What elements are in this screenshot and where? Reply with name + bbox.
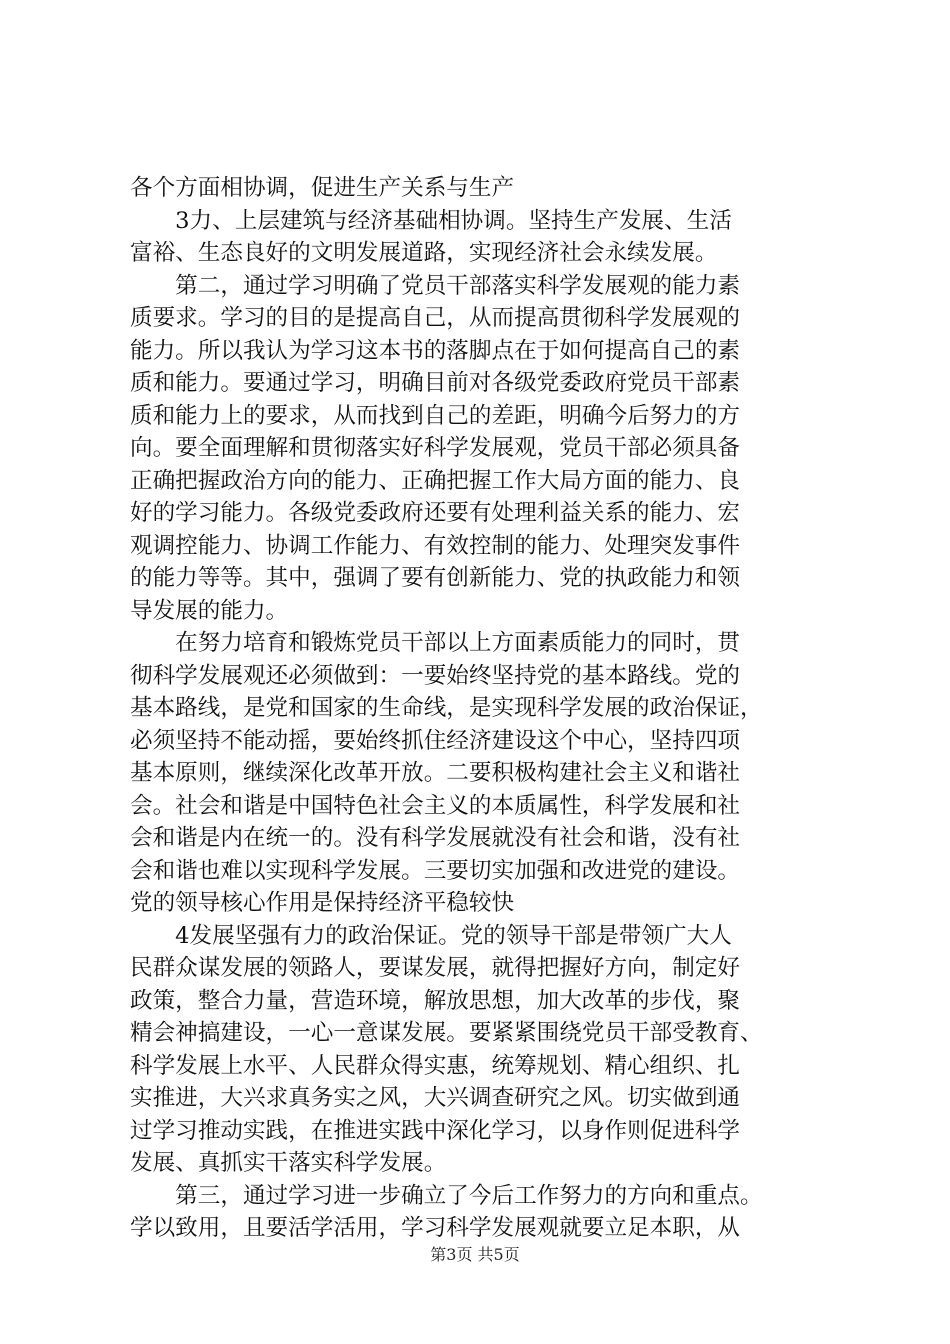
text-line: 会和谐是内在统一的。没有科学发展就没有社会和谐，没有社 bbox=[130, 825, 741, 851]
text-line: 各个方面相协调，促进生产关系与生产 bbox=[130, 175, 515, 201]
text-line: 4发展坚强有力的政治保证。党的领导干部是带领广大人 bbox=[130, 922, 732, 949]
text-line: 民群众谋发展的领路人，要谋发展，就得把握好方向，制定好 bbox=[130, 955, 741, 981]
text-line: 导发展的能力。 bbox=[130, 597, 289, 624]
text-line: 党的领导核心作用是保持经济平稳较快 bbox=[130, 890, 515, 916]
text-line: 精会神搞建设，一心一意谋发展。要紧紧围绕党员干部受教育、 bbox=[130, 1020, 763, 1046]
text-line: 富裕、生态良好的文明发展道路，实现经济社会永续发展。 bbox=[130, 240, 718, 266]
text-line: 会和谐也难以实现科学发展。三要切实加强和改进党的建设。 bbox=[130, 857, 741, 884]
text-line: 质要求。学习的目的是提高自己，从而提高贯彻科学发展观的 bbox=[130, 305, 741, 331]
text-line: 第二，通过学习明确了党员干部落实科学发展观的能力素 bbox=[130, 272, 741, 299]
text-line: 实推进，大兴求真务实之风，大兴调查研究之风。切实做到通 bbox=[130, 1085, 741, 1111]
text-line: 观调控能力、协调工作能力、有效控制的能力、处理突发事件 bbox=[130, 532, 741, 559]
text-line: 的能力等等。其中，强调了要有创新能力、党的执政能力和领 bbox=[130, 565, 741, 591]
text-line: 正确把握政治方向的能力、正确把握工作大局方面的能力、良 bbox=[130, 467, 741, 494]
text-line: 彻科学发展观还必须做到：一要始终坚持党的基本路线。党的 bbox=[130, 662, 741, 689]
text-line: 必须坚持不能动摇，要始终抓住经济建设这个中心，坚持四项 bbox=[130, 727, 741, 754]
text-line: 质和能力。要通过学习，明确目前对各级党委政府党员干部素 bbox=[130, 370, 741, 396]
text-line: 政策，整合力量，营造环境，解放思想，加大改革的步伐，聚 bbox=[130, 987, 741, 1014]
text-line: 能力。所以我认为学习这本书的落脚点在于如何提高自己的素 bbox=[130, 337, 741, 364]
text-line: 3力、上层建筑与经济基础相协调。坚持生产发展、生活 bbox=[130, 207, 732, 234]
text-line: 科学发展上水平、人民群众得实惠，统筹规划、精心组织、扎 bbox=[130, 1052, 741, 1079]
page-number-footer: 第3页 共5页 bbox=[430, 1245, 520, 1264]
text-line: 第三，通过学习进一步确立了今后工作努力的方向和重点。 bbox=[130, 1182, 763, 1209]
text-line: 向。要全面理解和贯彻落实好科学发展观，党员干部必须具备 bbox=[130, 435, 741, 461]
text-line: 发展、真抓实干落实科学发展。 bbox=[130, 1150, 447, 1176]
text-line: 会。社会和谐是中国特色社会主义的本质属性，科学发展和社 bbox=[130, 792, 741, 819]
text-line: 学以致用，且要活学活用，学习科学发展观就要立足本职，从 bbox=[130, 1215, 741, 1241]
document-body bbox=[130, 172, 830, 1245]
text-line: 基本原则，继续深化改革开放。二要积极构建社会主义和谐社 bbox=[130, 760, 741, 786]
text-line: 在努力培育和锻炼党员干部以上方面素质能力的同时，贯 bbox=[130, 630, 741, 656]
text-line: 基本路线，是党和国家的生命线，是实现科学发展的政治保证， bbox=[130, 695, 763, 721]
text-line: 好的学习能力。各级党委政府还要有处理利益关系的能力、宏 bbox=[130, 500, 741, 526]
text-line: 质和能力上的要求，从而找到自己的差距，明确今后努力的方 bbox=[130, 402, 741, 429]
text-line: 过学习推动实践，在推进实践中深化学习，以身作则促进科学 bbox=[130, 1117, 741, 1144]
